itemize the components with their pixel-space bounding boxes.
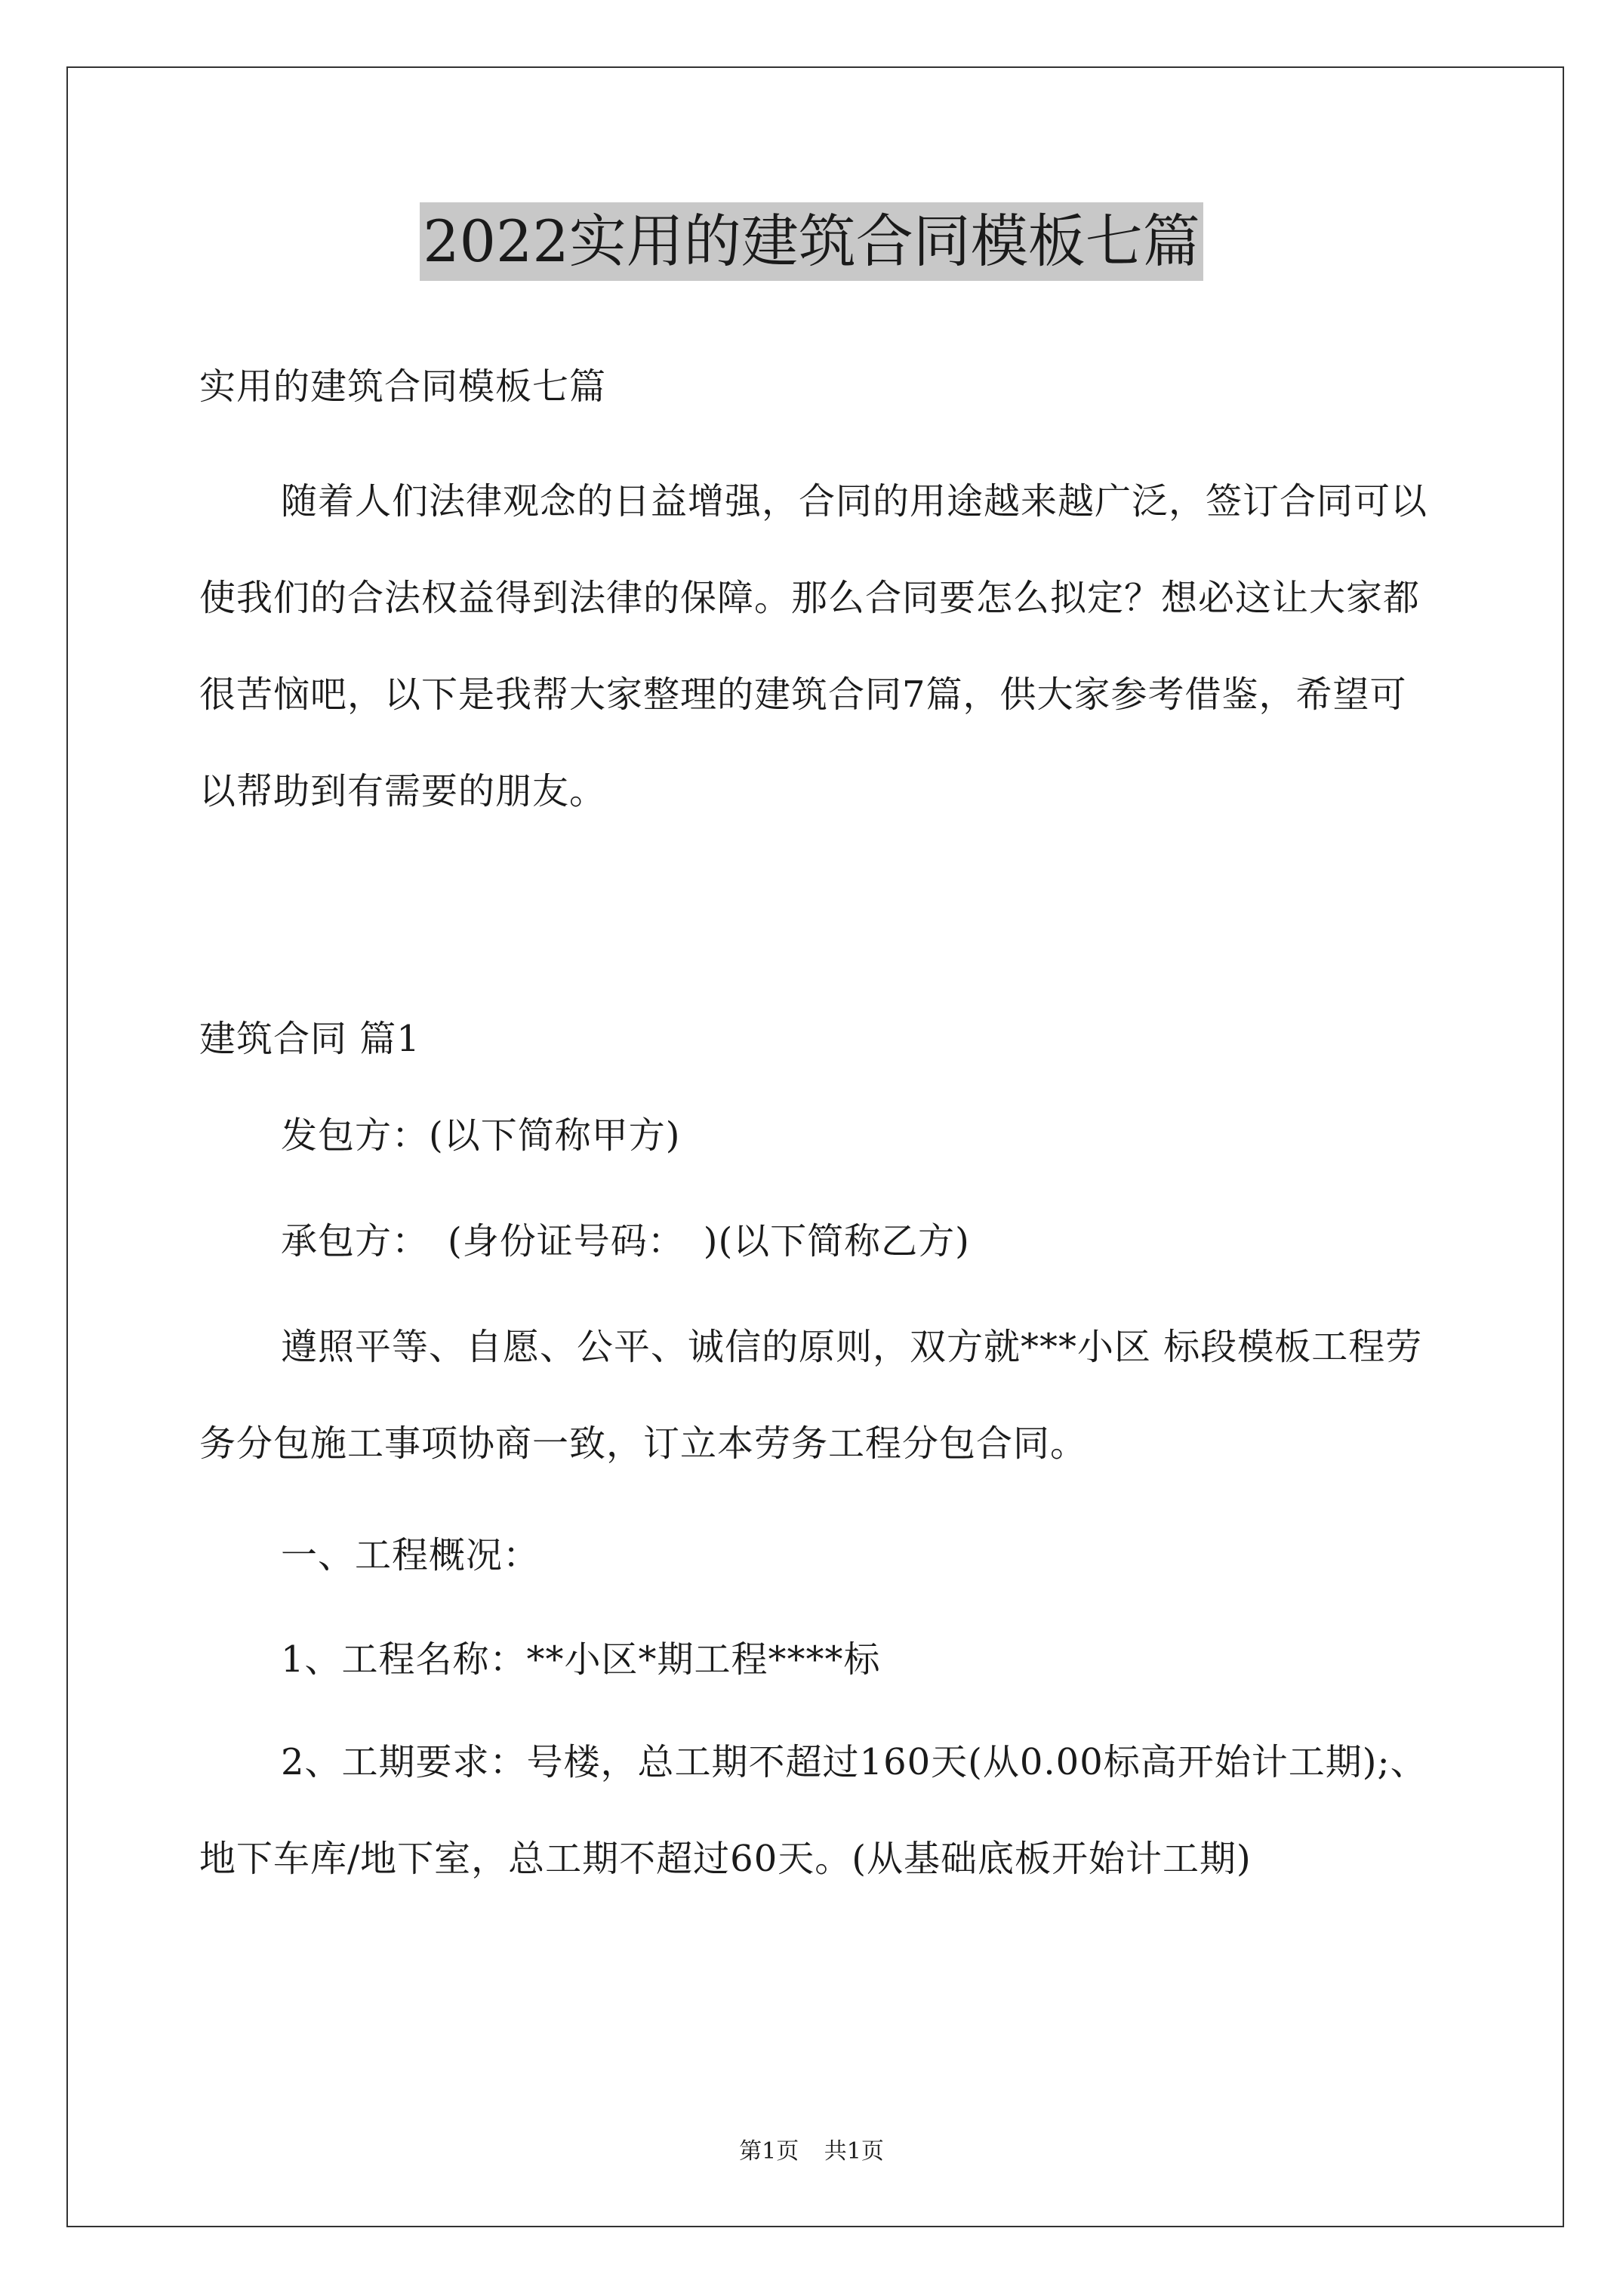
party-b-line: 承包方： (身份证号码： )(以下简称乙方) <box>281 1220 970 1262</box>
page-number: 第1页 <box>739 2138 799 2165</box>
section-heading: 建筑合同 篇1 <box>199 1018 420 1060</box>
page-total: 共1页 <box>824 2138 884 2165</box>
document-title: 2022实用的建筑合同模板七篇 <box>420 202 1203 281</box>
title-wrap <box>0 202 1623 281</box>
subtitle: 实用的建筑合同模板七篇 <box>199 365 607 408</box>
clause-1-heading: 一、工程概况： <box>281 1534 540 1576</box>
party-a-line: 发包方：(以下简称甲方) <box>281 1114 681 1157</box>
clause-1-1: 1、工程名称：**小区*期工程****标 <box>281 1638 881 1681</box>
clause-1-2: 2、工期要求：号楼，总工期不超过160天(从0.00标高开始计工期);、地下车库/地下室，总工期不超过60天。(从基础底板开始计工期) <box>199 1741 1427 1880</box>
page-footer <box>0 2137 1623 2167</box>
intro-paragraph: 随着人们法律观念的日益增强，合同的用途越来越广泛，签订合同可以使我们的合法权益得到法律的保障。那么合同要怎么拟定？想必这让大家都很苦恼吧，以下是我帮大家整理的建筑合同7篇，供大家参考借鉴，希望可以帮助到有需要的朋友。 <box>199 480 1428 812</box>
agreement-paragraph: 遵照平等、自愿、公平、诚信的原则，双方就***小区 标段模板工程劳务分包施工事项协商一致，订立本劳务工程分包合同。 <box>199 1326 1423 1465</box>
